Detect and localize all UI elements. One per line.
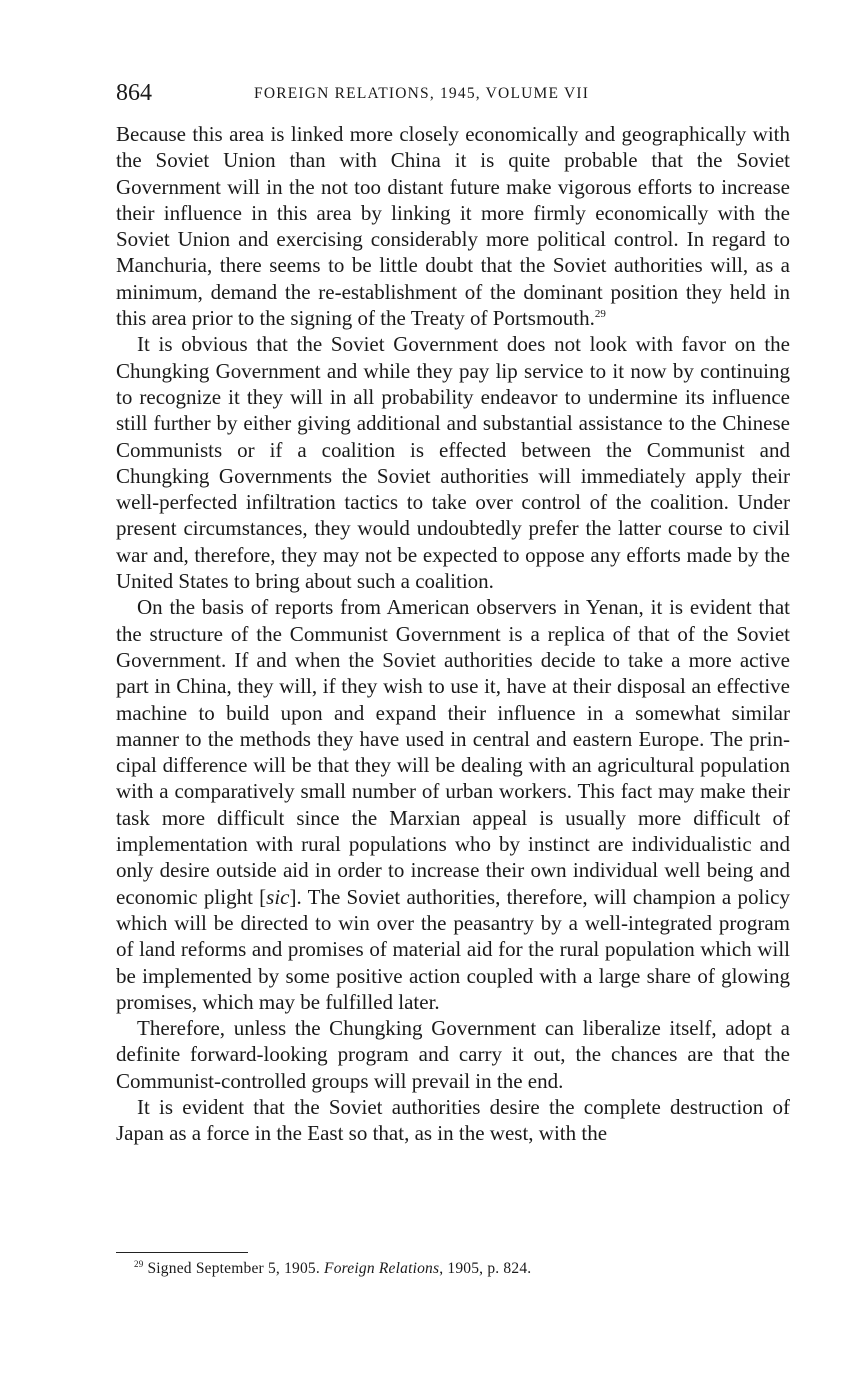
paragraph-2 bbox=[116, 331, 790, 594]
footnote-text-end: , 1905, p. 824. bbox=[439, 1260, 532, 1277]
paragraph-5 bbox=[116, 1094, 790, 1147]
footnote-reference[interactable]: 29 bbox=[594, 308, 606, 321]
footnote-number: 29 bbox=[134, 1259, 144, 1269]
sic-italic: sic bbox=[266, 884, 290, 909]
body-text bbox=[116, 121, 790, 1147]
footnote-italic-title: Foreign Relations bbox=[324, 1260, 440, 1277]
paragraph-text: Because this area is linked more closely economically and geographically with the Soviet Union than with China it is quite probable that the Soviet Government will in the not too distant future make vigorous efforts to increase their influence in this area by linking it more firmly economically with the Soviet Union and exercising considerably more political control. In regard to Manchuria, there seems to be little doubt that the Soviet authorities will, as a minimum, demand the re-establishment of the dominant position they held in this area prior to the signing of the Treaty of Portsmouth. bbox=[116, 122, 790, 331]
paragraph-text: It is evident that the Soviet authorities desire the complete destruction of Japan as a force in the East so that, as in the west, with the bbox=[116, 1094, 790, 1146]
footnote-divider bbox=[116, 1252, 248, 1253]
paragraph-3 bbox=[116, 594, 790, 1015]
paragraph-text: On the basis of reports from American observers in Yenan, it is evident that the structure of the Communist Government is a replica of that of the Soviet Government. If and when the Soviet authorities decide to take a more active part in China, they will, if they wish to use it, have at their disposal an effective machine to build upon and expand their influence in a somewhat similar manner to the methods they have used in central and eastern Europe. The principal difference will be that they will be dealing with an agricultural population with a comparatively small number of urban workers. This fact may make their task more difficult since the Marxian appeal is usually more difficult of implementation with rural populations who by instinct are individualistic and only desire outside aid in order to increase their own individual well being and economic plight [ bbox=[116, 595, 790, 909]
paragraph-4 bbox=[116, 1015, 790, 1094]
page-header bbox=[116, 80, 790, 110]
footnote-text: Signed September 5, 1905. bbox=[147, 1260, 325, 1277]
footnote bbox=[134, 1260, 531, 1278]
page-number: 864 bbox=[116, 80, 152, 106]
paragraph-1 bbox=[116, 121, 790, 331]
paragraph-text: It is obvious that the Soviet Government does not look with favor on the Chungking Government and while they pay lip service to it now by continuing to recognize it they will in all probability endeavor to undermine its influence still further by either giving additional and substantial assistance to the Chinese Communists or if a coalition is effected between the Communist and Chungking Governments the Soviet authorities will immediately apply their well-perfected infiltration tactics to take over control of the coalition. Under present circumstances, they would undoubtedly prefer the latter course to civil war and, therefore, they may not be expected to oppose any efforts made by the United States to bring about such a coalition. bbox=[116, 332, 790, 594]
running-title: FOREIGN RELATIONS, 1945, VOLUME VII bbox=[254, 85, 590, 102]
paragraph-text: Therefore, unless the Chungking Government can liberalize itself, adopt a definite forward-looking program and carry it out, the chances are that the Communist-controlled groups will prevail in the end. bbox=[116, 1016, 790, 1093]
paragraph-text-continued: ]. The Soviet authorities, therefore, will champion a policy which will be directed to win over the peasantry by a well-integrated program of land reforms and promises of material aid for the rural population which will be implemented by some positive action coupled with a large share of glowing promises, which may be fulfilled later. bbox=[116, 884, 790, 1014]
